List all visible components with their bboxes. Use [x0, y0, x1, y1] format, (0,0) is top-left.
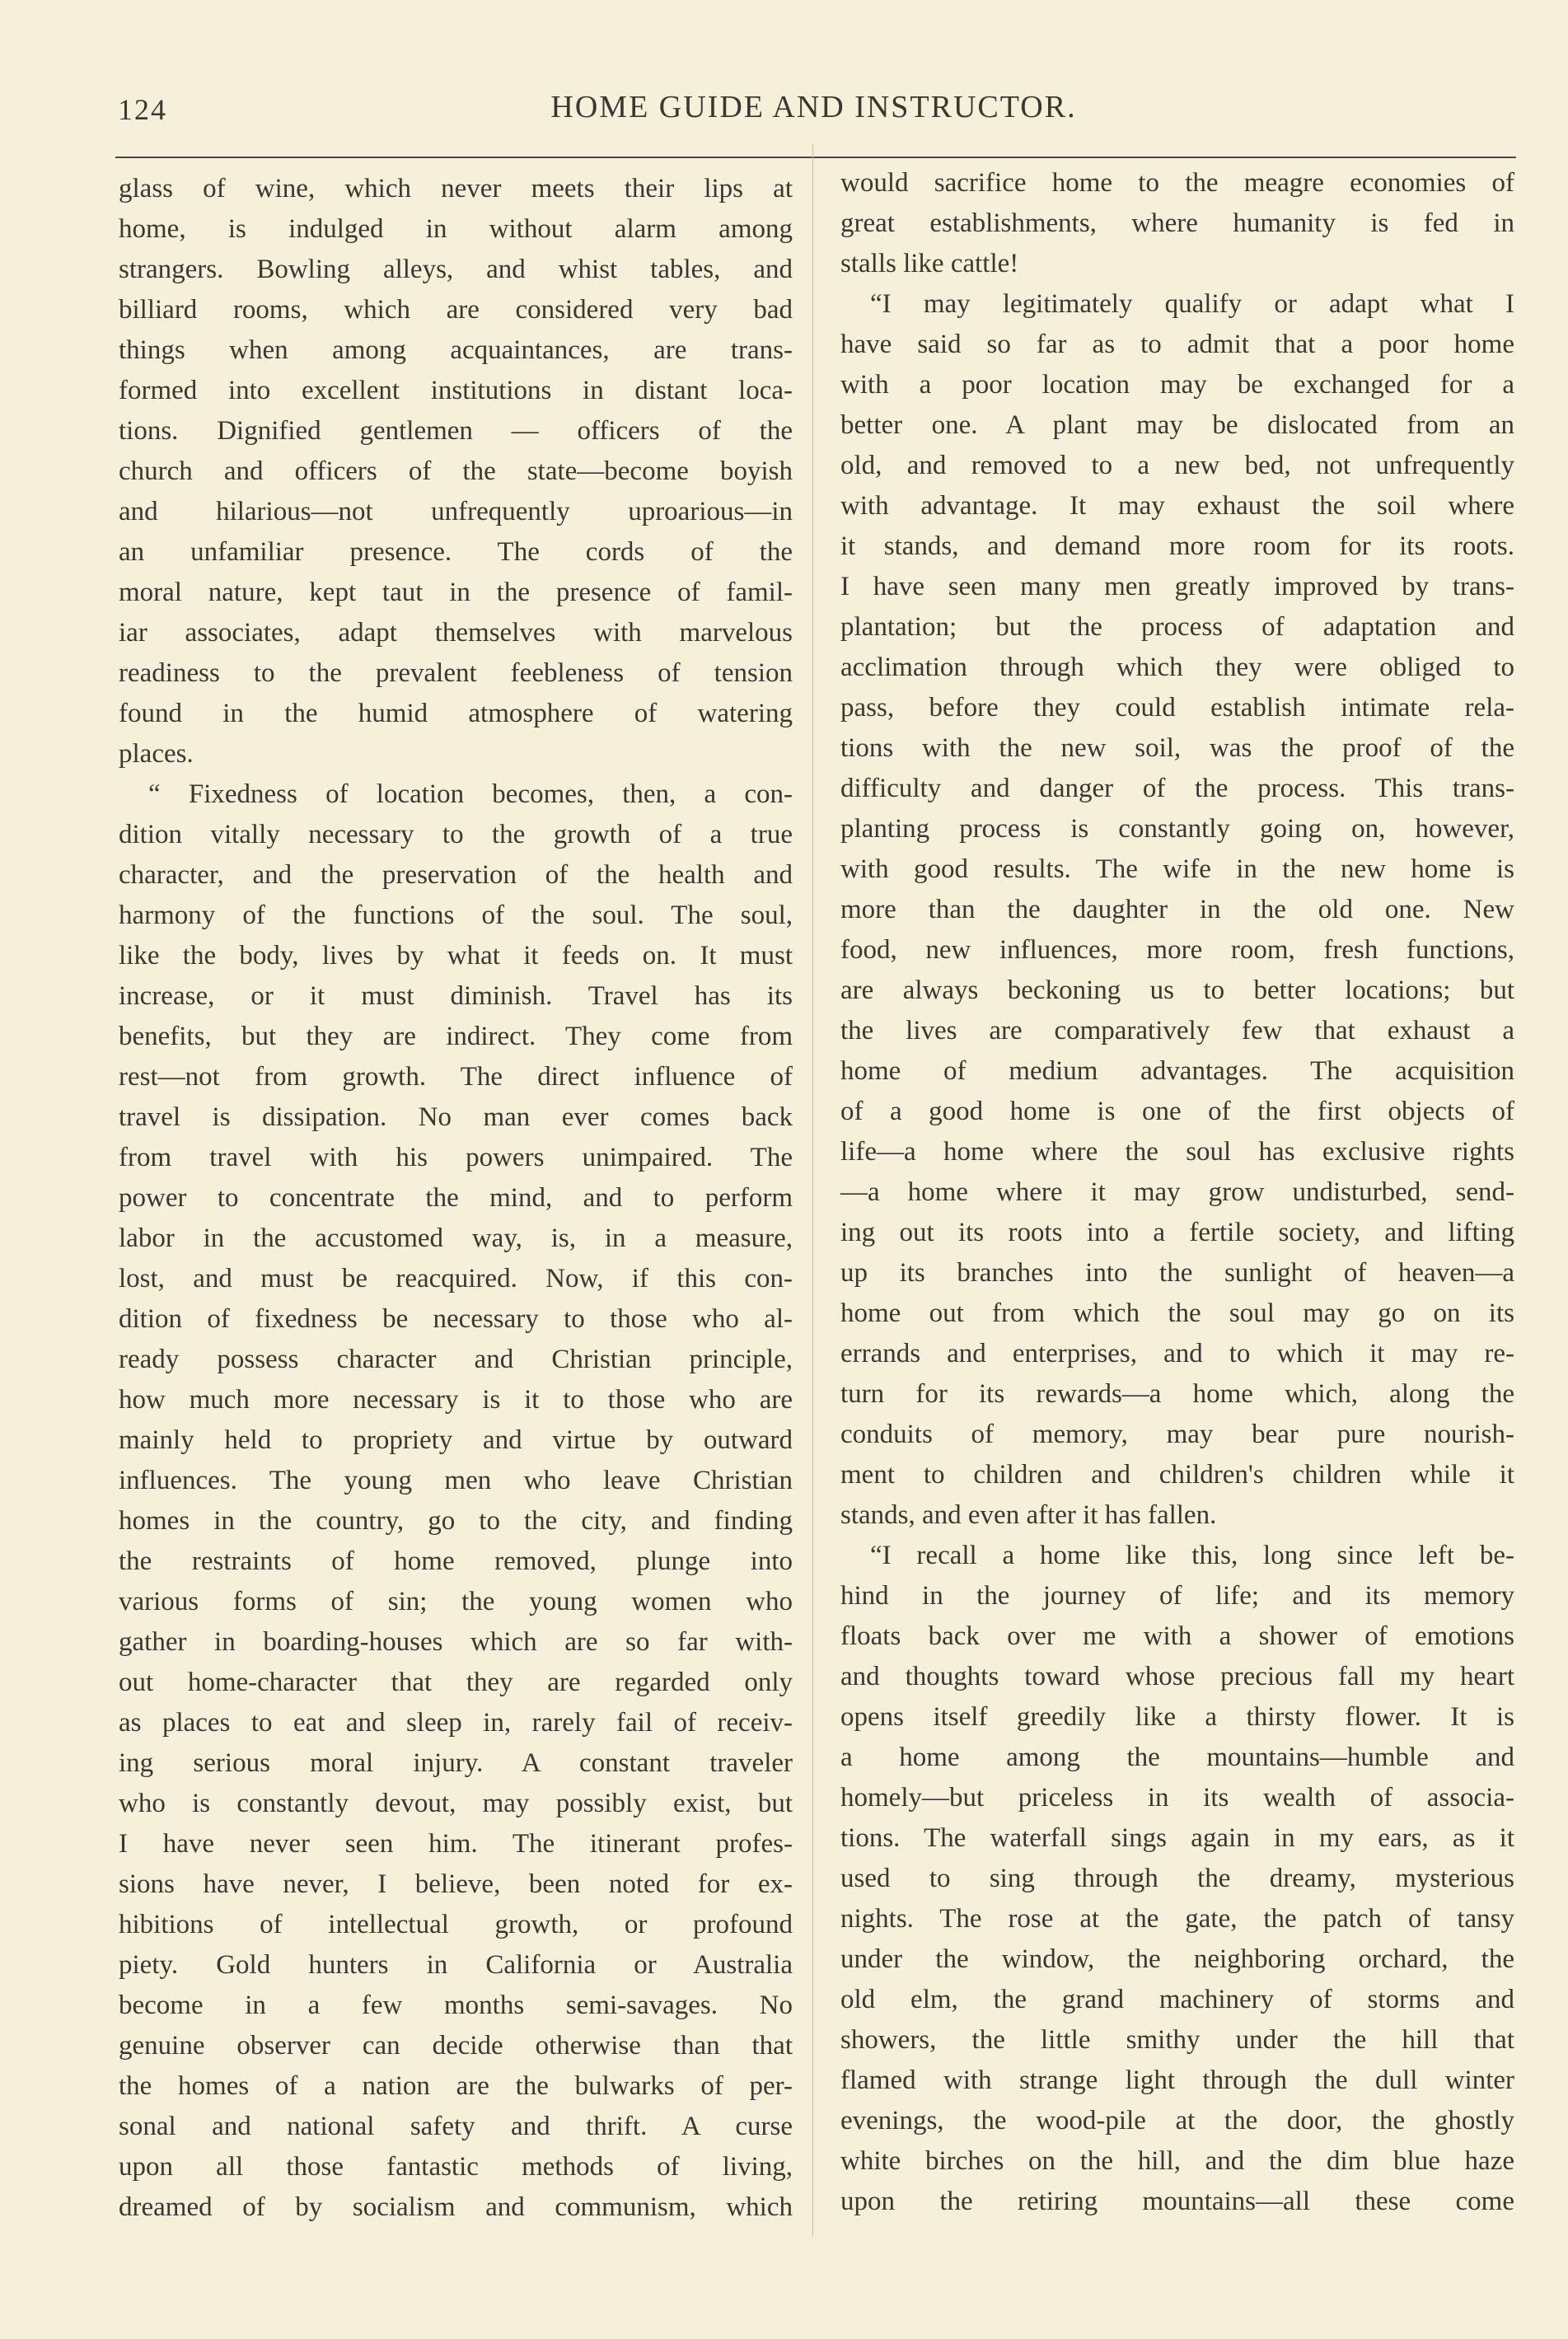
text-line: plantation; but the process of adaptation and: [840, 612, 1514, 642]
text-line: I have seen many men greatly improved by trans-: [840, 572, 1514, 601]
running-title: HOME GUIDE AND INSTRUCTOR.: [550, 90, 1077, 124]
text-line: have said so far as to admit that a poor home: [840, 330, 1514, 359]
text-line: the homes of a nation are the bulwarks of per-: [119, 2071, 793, 2101]
text-line: white birches on the hill, and the dim blue haze: [840, 2146, 1514, 2176]
text-line: old elm, the grand machinery of storms and: [840, 1985, 1514, 2014]
text-line: of a good home is one of the first objects of: [840, 1097, 1514, 1126]
text-line: better one. A plant may be dislocated from an: [840, 410, 1514, 440]
text-line: strangers. Bowling alleys, and whist tables, and: [119, 255, 793, 284]
text-line: difficulty and danger of the process. This trans-: [840, 774, 1514, 803]
text-line: mainly held to propriety and virtue by outward: [119, 1425, 793, 1455]
text-line: home of medium advantages. The acquisition: [840, 1056, 1514, 1086]
text-line: church and officers of the state—become boyish: [119, 456, 793, 486]
text-line: great establishments, where humanity is fed in: [840, 208, 1514, 238]
text-line: ing out its roots into a fertile society, and lifting: [840, 1218, 1514, 1247]
text-line: with advantage. It may exhaust the soil where: [840, 491, 1514, 521]
text-line: the lives are comparatively few that exhaust a: [840, 1016, 1514, 1046]
text-line: benefits, but they are indirect. They come from: [119, 1022, 793, 1051]
text-line: errands and enterprises, and to which it may re-: [840, 1339, 1514, 1368]
text-line: upon the retiring mountains—all these come: [840, 2187, 1514, 2216]
text-line: piety. Gold hunters in California or Australia: [119, 1950, 793, 1980]
text-line: tions. The waterfall sings again in my ears, as it: [840, 1823, 1514, 1853]
text-line: found in the humid atmosphere of watering: [119, 699, 793, 728]
text-line: ready possess character and Christian principle,: [119, 1345, 793, 1374]
text-line: homes in the country, go to the city, and finding: [119, 1506, 793, 1536]
text-line: who is constantly devout, may possibly exist, but: [119, 1789, 793, 1818]
text-line: ment to children and children's children while it: [840, 1460, 1514, 1490]
text-line: —a home where it may grow undisturbed, send-: [840, 1177, 1514, 1207]
text-line: food, new influences, more room, fresh functions,: [840, 935, 1514, 965]
left-column: [119, 169, 793, 2228]
text-line: are always beckoning us to better locations; but: [840, 975, 1514, 1005]
text-line: readiness to the prevalent feebleness of tension: [119, 658, 793, 688]
text-line: up its branches into the sunlight of heaven—a: [840, 1258, 1514, 1288]
text-line: dreamed of by socialism and communism, which: [119, 2192, 793, 2222]
text-line: it stands, and demand more room for its roots.: [840, 531, 1514, 561]
text-line: upon all those fantastic methods of living,: [119, 2152, 793, 2182]
text-line: various forms of sin; the young women who: [119, 1587, 793, 1616]
text-line: evenings, the wood-pile at the door, the ghostly: [840, 2106, 1514, 2136]
text-line: sonal and national safety and thrift. A curse: [119, 2112, 793, 2141]
text-line: and thoughts toward whose precious fall my heart: [840, 1662, 1514, 1691]
text-line: stalls like cattle!: [840, 249, 1019, 278]
text-line: the restraints of home removed, plunge into: [119, 1546, 793, 1576]
text-line: with good results. The wife in the new home is: [840, 854, 1514, 884]
text-line: rest—not from growth. The direct influence of: [119, 1062, 793, 1092]
text-line: “ Fixedness of location becomes, then, a con-: [148, 779, 793, 809]
text-line: become in a few months semi-savages. No: [119, 1990, 793, 2020]
text-line: I have never seen him. The itinerant profes-: [119, 1829, 793, 1859]
text-line: out home-character that they are regarded only: [119, 1668, 793, 1697]
text-line: travel is dissipation. No man ever comes back: [119, 1102, 793, 1132]
text-line: pass, before they could establish intimate rela-: [840, 693, 1514, 723]
text-line: increase, or it must diminish. Travel has its: [119, 981, 793, 1011]
text-line: an unfamiliar presence. The cords of the: [119, 537, 793, 567]
text-line: floats back over me with a shower of emotions: [840, 1621, 1514, 1651]
text-line: things when among acquaintances, are trans-: [119, 335, 793, 365]
text-line: “I recall a home like this, long since left be-: [870, 1541, 1514, 1570]
text-line: used to sing through the dreamy, mysterious: [840, 1864, 1514, 1893]
text-line: life—a home where the soul has exclusive rights: [840, 1137, 1514, 1167]
text-line: turn for its rewards—a home which, along the: [840, 1379, 1514, 1409]
text-line: from travel with his powers unimpaired. The: [119, 1143, 793, 1172]
text-line: ing serious moral injury. A constant traveler: [119, 1748, 793, 1778]
text-line: labor in the accustomed way, is, in a measure,: [119, 1223, 793, 1253]
header-rule: [115, 157, 1516, 158]
text-line: influences. The young men who leave Christian: [119, 1466, 793, 1495]
text-line: home out from which the soul may go on its: [840, 1298, 1514, 1328]
right-column: [840, 163, 1514, 2222]
text-line: tions. Dignified gentlemen — officers of the: [119, 416, 793, 446]
text-line: acclimation through which they were obliged to: [840, 653, 1514, 682]
text-line: conduits of memory, may bear pure nourish-: [840, 1420, 1514, 1449]
text-line: moral nature, kept taut in the presence of famil-: [119, 578, 793, 607]
text-line: more than the daughter in the old one. New: [840, 895, 1514, 924]
text-line: glass of wine, which never meets their lips at: [119, 174, 793, 203]
text-line: showers, the little smithy under the hill that: [840, 2025, 1514, 2055]
text-line: dition vitally necessary to the growth of a true: [119, 820, 793, 849]
text-line: power to concentrate the mind, and to perform: [119, 1183, 793, 1213]
text-line: hind in the journey of life; and its memory: [840, 1581, 1514, 1611]
text-line: how much more necessary is it to those who are: [119, 1385, 793, 1415]
text-line: old, and removed to a new bed, not unfrequently: [840, 451, 1514, 480]
column-divider: [812, 144, 813, 2237]
text-line: opens itself greedily like a thirsty flower. It is: [840, 1702, 1514, 1732]
text-line: formed into excellent institutions in distant loca-: [119, 376, 793, 405]
text-line: billiard rooms, which are considered very bad: [119, 295, 793, 325]
text-line: harmony of the functions of the soul. The soul,: [119, 901, 793, 930]
text-line: tions with the new soil, was the proof of the: [840, 733, 1514, 763]
text-line: character, and the preservation of the health and: [119, 860, 793, 890]
page-number: 124: [118, 93, 167, 126]
text-line: lost, and must be reacquired. Now, if this con-: [119, 1264, 793, 1293]
text-line: a home among the mountains—humble and: [840, 1743, 1514, 1772]
text-line: homely—but priceless in its wealth of associa-: [840, 1783, 1514, 1813]
text-line: like the body, lives by what it feeds on. It must: [119, 941, 793, 971]
text-line: planting process is constantly going on, however,: [840, 814, 1514, 844]
text-line: flamed with strange light through the dull winter: [840, 2065, 1514, 2095]
text-line: would sacrifice home to the meagre economies of: [840, 168, 1514, 198]
text-line: iar associates, adapt themselves with marvelous: [119, 618, 793, 648]
text-line: sions have never, I believe, been noted for ex-: [119, 1869, 793, 1899]
text-line: nights. The rose at the gate, the patch of tansy: [840, 1904, 1514, 1934]
text-line: stands, and even after it has fallen.: [840, 1500, 1217, 1530]
text-line: genuine observer can decide otherwise than that: [119, 2031, 793, 2061]
text-line: as places to eat and sleep in, rarely fail of receiv-: [119, 1708, 793, 1738]
text-line: and hilarious—not unfrequently uproarious—in: [119, 497, 793, 526]
text-line: places.: [119, 739, 194, 769]
text-line: gather in boarding-houses which are so far with-: [119, 1627, 793, 1657]
text-line: home, is indulged in without alarm among: [119, 214, 793, 244]
text-line: under the window, the neighboring orchard, the: [840, 1944, 1514, 1974]
text-line: dition of fixedness be necessary to those who al-: [119, 1304, 793, 1334]
text-line: “I may legitimately qualify or adapt what I: [870, 289, 1514, 319]
text-line: with a poor location may be exchanged for a: [840, 370, 1514, 400]
text-line: hibitions of intellectual growth, or profound: [119, 1910, 793, 1939]
